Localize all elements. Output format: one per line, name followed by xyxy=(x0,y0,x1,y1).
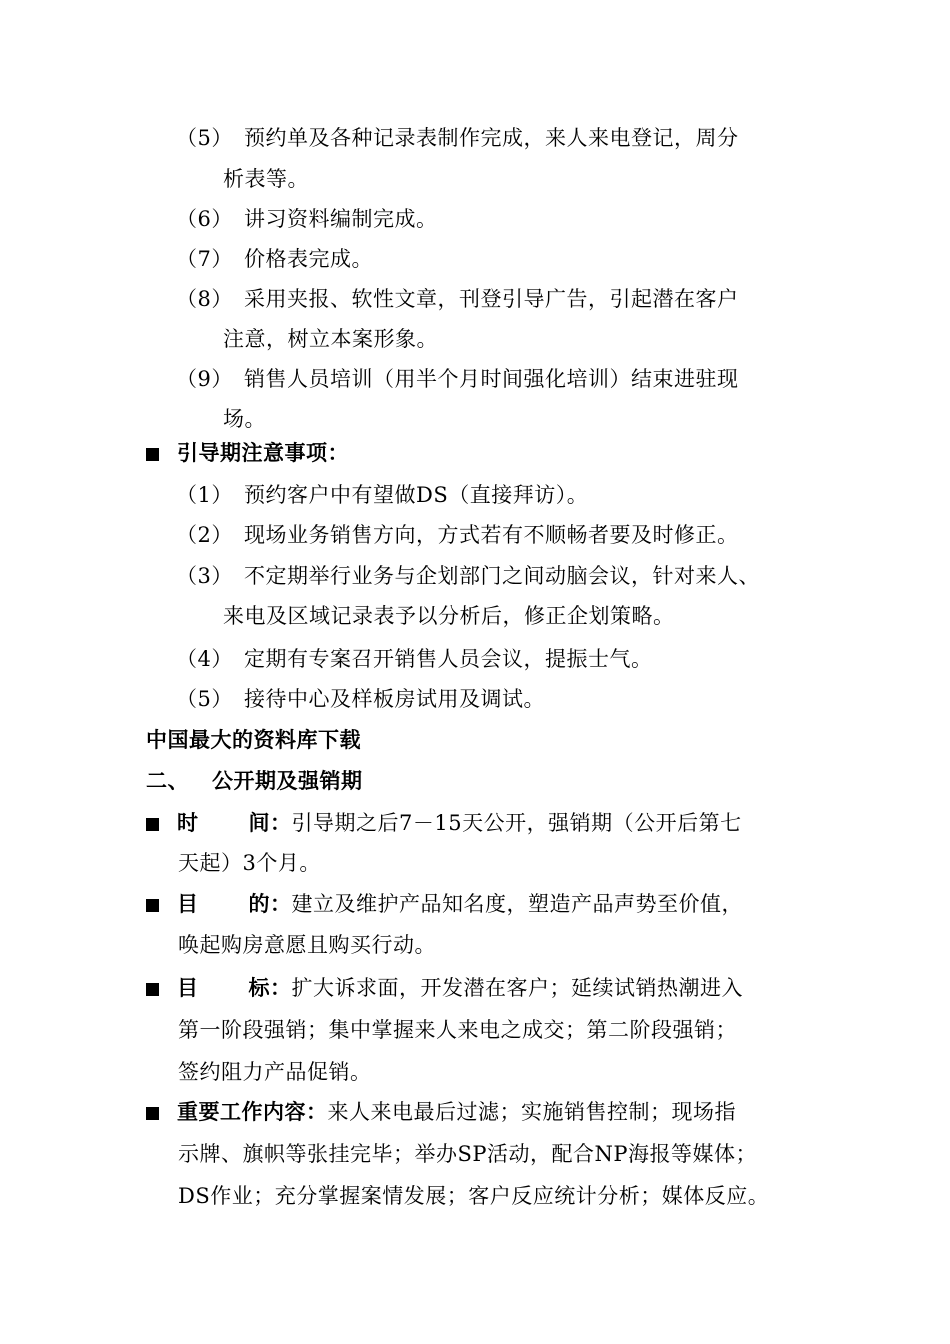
label-char: 时 xyxy=(177,811,199,835)
section-two-heading xyxy=(146,767,363,795)
item-label xyxy=(177,811,292,835)
heading-text: 引导期注意事项： xyxy=(177,441,349,465)
item-text: 销售人员培训（用半个月时间强化培训）结束进驻现 xyxy=(244,367,739,391)
item-text: 价格表完成。 xyxy=(244,247,373,271)
item-text: 扩大诉求面，开发潜在客户；延续试销热潮进入 xyxy=(291,976,743,1000)
info-item-continuation: DS作业；充分掌握案情发展；客户反应统计分析；媒体反应。 xyxy=(178,1184,770,1208)
item-text: 引导期之后7－15天公开，强销期（公开后第七 xyxy=(291,811,742,835)
item-number: （7） xyxy=(176,247,233,271)
info-item xyxy=(146,809,742,837)
info-item-continuation: 第一阶段强销；集中掌握来人来电之成交；第二阶段强销； xyxy=(178,1018,737,1042)
item-number: （2） xyxy=(176,523,233,547)
list-item-continuation: 来电及区域记录表予以分析后，修正企划策略。 xyxy=(223,604,675,628)
list-item xyxy=(176,205,438,233)
item-label xyxy=(177,892,292,916)
list-item xyxy=(176,562,760,590)
list-item-continuation: 注意，树立本案形象。 xyxy=(223,327,438,351)
info-item-continuation: 唤起购房意愿且购买行动。 xyxy=(178,933,436,957)
item-text: 现场业务销售方向，方式若有不顺畅者要及时修正。 xyxy=(244,523,739,547)
list-item-continuation: 场。 xyxy=(223,407,266,431)
item-number: （1） xyxy=(176,483,233,507)
banner-text: 中国最大的资料库下载 xyxy=(146,728,361,752)
list-item xyxy=(176,481,588,509)
item-label: 重要工作内容： xyxy=(177,1100,328,1124)
item-text: 来人来电最后过滤；实施销售控制；现场指 xyxy=(327,1100,736,1124)
square-bullet-icon xyxy=(146,1107,159,1120)
label-char: 目 xyxy=(177,976,199,1000)
item-text: 不定期举行业务与企划部门之间动脑会议，针对来人、 xyxy=(244,564,760,588)
square-bullet-icon xyxy=(146,899,159,912)
item-number: （5） xyxy=(176,126,233,150)
item-text: 建立及维护产品知名度，塑造产品声势至价值， xyxy=(291,892,743,916)
info-item xyxy=(146,974,743,1002)
item-text: 采用夹报、软性文章，刊登引导广告，引起潜在客户 xyxy=(244,287,739,311)
list-item xyxy=(176,285,739,313)
label-char: 目 xyxy=(177,892,199,916)
item-number: （3） xyxy=(176,564,233,588)
item-number: （4） xyxy=(176,647,233,671)
item-text: 预约单及各种记录表制作完成，来人来电登记，周分 xyxy=(244,126,739,150)
section-number: 二、 xyxy=(146,769,189,793)
list-item xyxy=(176,685,545,713)
item-number: （6） xyxy=(176,207,233,231)
list-item-continuation: 析表等。 xyxy=(223,167,309,191)
info-item xyxy=(146,1098,736,1126)
list-item xyxy=(176,124,739,152)
info-item xyxy=(146,890,743,918)
item-text: 预约客户中有望做DS（直接拜访）。 xyxy=(244,483,589,507)
info-item-continuation: 天起）3个月。 xyxy=(178,851,321,875)
section-heading xyxy=(146,439,349,467)
info-item-continuation: 示牌、旗帜等张挂完毕；举办SP活动，配合NP海报等媒体； xyxy=(178,1142,758,1166)
square-bullet-icon xyxy=(146,448,159,461)
list-item xyxy=(176,521,739,549)
section-title: 公开期及强销期 xyxy=(212,769,363,793)
label-char: 标： xyxy=(248,976,292,1000)
item-number: （8） xyxy=(176,287,233,311)
item-number: （9） xyxy=(176,367,233,391)
square-bullet-icon xyxy=(146,983,159,996)
item-label xyxy=(177,976,292,1000)
item-text: 定期有专案召开销售人员会议，提振士气。 xyxy=(244,647,653,671)
info-item-continuation: 签约阻力产品促销。 xyxy=(178,1060,372,1084)
item-number: （5） xyxy=(176,687,233,711)
item-text: 接待中心及样板房试用及调试。 xyxy=(244,687,545,711)
list-item xyxy=(176,245,373,273)
square-bullet-icon xyxy=(146,818,159,831)
list-item xyxy=(176,365,739,393)
label-char: 的： xyxy=(248,892,292,916)
item-text: 讲习资料编制完成。 xyxy=(244,207,438,231)
label-char: 间： xyxy=(248,811,292,835)
list-item xyxy=(176,645,653,673)
